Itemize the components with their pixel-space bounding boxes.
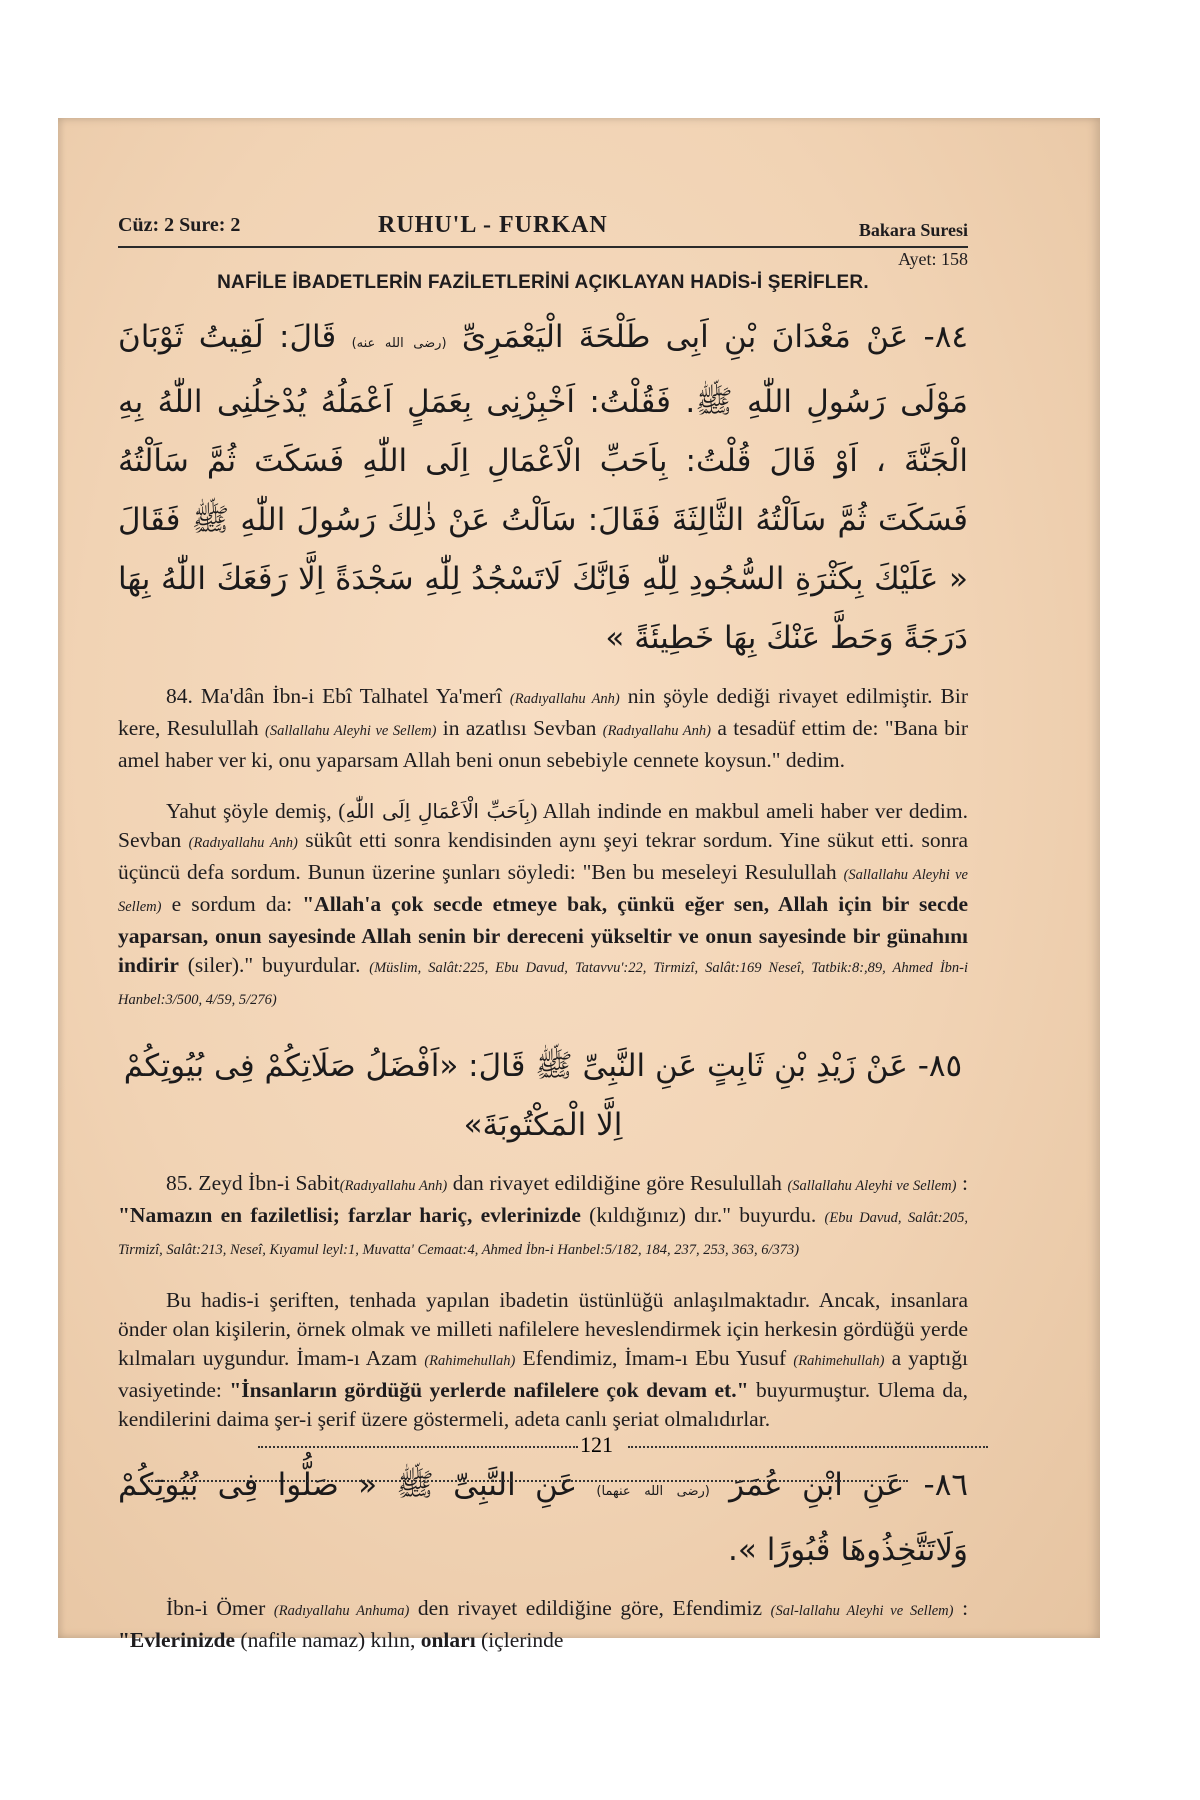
- honorific-note: (Sallallahu Aleyhi ve Sellem): [118, 866, 968, 915]
- hadith-quote-bold: "Namazın en faziletlisi; farzlar hariç, evlerinizde: [118, 1202, 581, 1227]
- text: (içlerinde: [481, 1627, 564, 1652]
- honorific-note: (Sal-lallahu Aleyhi ve Sellem): [770, 1602, 954, 1619]
- hadith-84-arabic-part1: ٨٤- عَنْ مَعْدَانَ بْنِ اَبِى طَلْحَةَ الْيَعْمَرِىِّ: [461, 319, 969, 355]
- text: buyurmuştur. Ulema da, kendilerini daima şer-i şerif üzere göstermeli, adeta canlı şeriat olmalıdırlar.: [118, 1378, 969, 1431]
- arabic-inline: بِاَحَبِّ الْاَعْمَالِ اِلَى اللّٰهِ: [345, 798, 531, 823]
- source-citation: (Müslim, Salât:225, Ebu Davud, Tatavvu':22, Tirmizî, Salât:169 Neseî, Tatbik:8:,89, Ahmed İbn-i Hanbel:3/500, 4/59, 5/276): [118, 959, 969, 1008]
- text: Efendimiz, İmam-ı Ebu Yusuf: [522, 1346, 787, 1370]
- text: den rivayet edildiğine göre, Efendimiz: [417, 1595, 763, 1620]
- hadith-84-arabic-part2: قَالَ: لَقِيتُ ثَوْبَانَ مَوْلَى رَسُولِ اللّٰهِ ﷺ. فَقُلْتُ: اَخْبِرْنِى بِعَمَلٍ اَعْمَلُهُ يُدْخِلُنِى اللّٰهُ بِهِ الْجَنَّةَ ، اَوْ قَالَ قُلْتُ: بِاَحَبِّ الْاَعْمَالِ اِلَى اللّٰهِ فَسَكَتَ ثُمَّ سَاَلْتُهُ فَسَكَتَ ثُمَّ سَاَلْتُهُ الثَّالِثَةَ فَقَالَ: سَاَلْتُ عَنْ ذٰلِكَ رَسُولَ اللّٰهِ ﷺ فَقَالَ « عَلَيْكَ بِكَثْرَةِ السُّجُودِ لِلّٰهِ فَاِنَّكَ لَاتَسْجُدُ لِلّٰهِ سَجْدَةً اِلَّا رَفَعَكَ اللّٰهُ بِهَا دَرَجَةً وَحَطَّ عَنْكَ بِهَا خَطِيئَةً »: [118, 319, 968, 656]
- honorific-note: (Rahimehullah): [793, 1353, 885, 1369]
- honorific-note: (Sallallahu Aleyhi ve Sellem): [265, 723, 437, 739]
- text: :: [962, 1595, 969, 1620]
- header-ayet: Ayet: 158: [898, 249, 968, 269]
- hadith-86-arabic-part1: ٨٦- عَنِ ابْنِ عُمَرَ: [729, 1466, 968, 1503]
- text: sükût etti sonra kendisinden aynı şeyi tekrar sordum. Yine sükut etti. sonra üçüncü defa sordum. Bunun üzerine şunları söyledi: "Ben bu meseleyi Resulullah: [118, 827, 969, 884]
- footer-dotted-rule-left: [258, 1446, 578, 1448]
- hadith-86-arabic-honorific: (رضى الله عنهما): [596, 1483, 710, 1499]
- honorific-note: (Radıyallahu Anh): [602, 723, 711, 739]
- hadith-84-arabic-honorific: (رضى الله عنه): [351, 336, 447, 351]
- hadith-85-translation: [118, 1169, 968, 1265]
- header-book-title: RUHU'L - FURKAN: [378, 212, 608, 238]
- honorific-note: (Radıyallahu Anh): [509, 691, 620, 707]
- text: e sordum da:: [171, 891, 293, 916]
- hadith-85-arabic: ٨٥- عَنْ زَيْدِ بْنِ ثَابِتٍ عَنِ النَّبِىِّ ﷺ قَالَ: «اَفْضَلُ صَلَاتِكُمْ فِى بُيُوتِكُمْ اِلَّا الْمَكْتُوبَةَ»: [123, 1047, 963, 1143]
- honorific-note: (Rahimehullah): [424, 1353, 516, 1369]
- footer-dotted-rule-right: [628, 1446, 988, 1448]
- hadith-quote-bold: onları: [420, 1627, 476, 1652]
- book-page: [58, 118, 1100, 1652]
- text: ) Allah indinde en makbul ameli haber ver dedim. Sevban: [118, 798, 968, 852]
- text: a yaptığı vasiyetinde:: [118, 1346, 969, 1402]
- commentary-paragraph: [118, 1286, 968, 1434]
- text: Yahut şöyle demiş, (: [166, 798, 346, 823]
- honorific-note: (Radıyallahu Anh): [188, 834, 298, 851]
- text: Bu hadis-i şeriften, tenhada yapılan ibadetin üstünlüğü anlaşılmaktadır. Ancak, insanlara önder olan kişilerin, örnek olmak ve milleti nafilelere heveslendirmek için herkesin gördüğü yerde kılmaları uygundur. İmam-ı Azam: [118, 1288, 968, 1370]
- header-cuz-sure: Cüz: 2 Sure: 2: [118, 214, 241, 236]
- honorific-note: (Sallallahu Aleyhi ve Sellem): [787, 1177, 957, 1194]
- text: nin şöyle dediği rivayet edilmiştir. Bir kere, Resulullah: [118, 684, 968, 740]
- text: İbn-i Ömer: [166, 1595, 266, 1620]
- text: 85. Zeyd İbn-i Sabit: [166, 1170, 340, 1195]
- text: (siler)." buyurdular.: [187, 952, 361, 977]
- section-title: NAFİLE İBADETLERİN FAZİLETLERİNİ AÇIKLAYAN HADİS-İ ŞERİFLER.: [217, 272, 869, 293]
- page-footer: [148, 1432, 998, 1500]
- text: dan rivayet edildiğine göre Resulullah: [452, 1170, 782, 1195]
- hadith-84-translation: [118, 682, 968, 775]
- source-citation: (Ebu Davud, Salât:205, Tirmizî, Salât:213, Neseî, Kıyamul leyl:1, Muvatta' Cemaat:4, Ahmed İbn-i Hanbel:5/182, 184, 237, 253, 363, 6/373): [118, 1209, 968, 1258]
- hadith-84-arabic: [118, 308, 968, 668]
- text: :: [962, 1170, 968, 1195]
- hadith-86-arabic-part2: عَنِ النَّبِىِّ ﷺ « صَلُّوا فِى بُيُوتِكُمْ وَلَاتَتَّخِذُوهَا قُبُورًا ».: [118, 1466, 968, 1568]
- page-number: 121: [580, 1432, 613, 1457]
- hadith-84-translation-cont: [118, 797, 968, 1015]
- honorific-note: (Radıyallahu Anh): [339, 1177, 448, 1194]
- text: a tesadüf ettim de: "Bana bir amel haber ver ki, onu yaparsam Allah beni onun sebebiyle cennete koysun." dedim.: [118, 716, 969, 772]
- running-header: [118, 212, 968, 248]
- text: (nafile namaz) kılın,: [240, 1627, 416, 1652]
- text: 84. Ma'dân İbn-i Ebî Talhatel Ya'merî: [166, 684, 502, 708]
- hadith-quote-bold: "Allah'a çok secde etmeye bak, çünkü eğer sen, Allah için bir secde yaparsan, onun sayesinde Allah senin bir dereceni yükseltir ve onun sayesinde bir günahını indirir: [118, 891, 969, 977]
- footer-dotted-rule-bottom: [148, 1480, 908, 1482]
- hadith-quote-bold: "Evlerinizde: [118, 1627, 236, 1652]
- text: in azatlısı Sevban: [442, 716, 597, 740]
- honorific-note: (Radıyallahu Anhuma): [273, 1602, 410, 1619]
- text: (kıldığınız) dır." buyurdu.: [589, 1202, 817, 1227]
- quote-bold: "İnsanların gördüğü yerlerde nafilelere çok devam et.": [229, 1378, 749, 1402]
- hadith-86-translation: [118, 1594, 968, 1655]
- header-sure-name: Bakara Suresi: [858, 220, 968, 240]
